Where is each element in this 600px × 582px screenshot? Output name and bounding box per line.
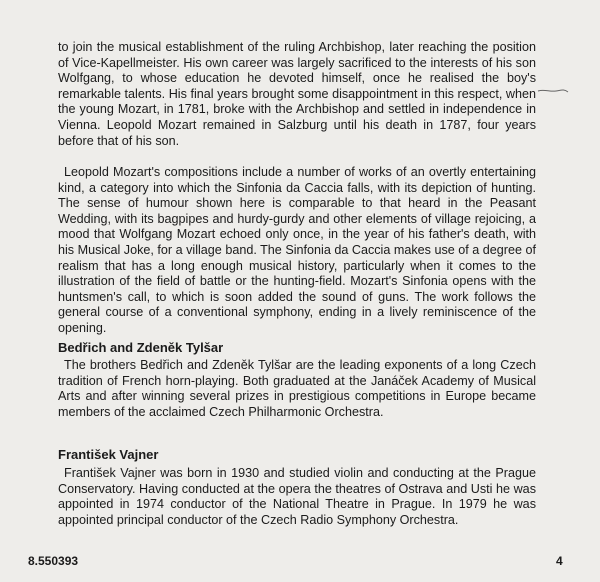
paragraph-text: The brothers Bedřich and Zdeněk Tylšar are the leading exponents of a long Czech tradition of French horn-playing. Both graduated at the Janáček Academy of Musical Arts and after winning several prizes in prestigious competitions in Europe became members of the acclaimed Czech Philharmonic Orchestra. [58,358,536,419]
page-number: 4 [556,554,563,568]
paragraph-leopold-career [58,40,536,149]
heading-tylsar: Bedřich and Zdeněk Tylšar [58,340,224,355]
paragraph-compositions [58,165,536,337]
pen-mark-icon [536,82,570,98]
catalog-number: 8.550393 [28,554,79,568]
paragraph-tylsar [58,358,536,420]
paragraph-vajner [58,466,536,528]
paragraph-text: František Vajner was born in 1930 and studied violin and conducting at the Prague Conservatory. Having conducted at the opera the theatres of Ostrava and Usti he was appointed in 1974 conductor of the National Theatre in Prague. In 1979 he was appointed principal conductor of the Czech Radio Symphony Orchestra. [58,466,536,527]
heading-vajner: František Vajner [58,447,159,462]
paragraph-text: to join the musical establishment of the ruling Archbishop, later reaching the position of Vice-Kapellmeister. His own career was largely sacrificed to the interests of his son Wolfgang, to whose education he devoted himself, once he realised the boy's remarkable talents. His final years brought some disappointment in this respect, when the young Mozart, in 1781, broke with the Archbishop and settled in independence in Vienna. Leopold Mozart remained in Salzburg until his death in 1787, four years before that of his son. [58,40,536,148]
paragraph-text: Leopold Mozart's compositions include a number of works of an overtly entertaining kind, a category into which the Sinfonia da Caccia falls, with its depiction of hunting. The sense of humour shown here is comparable to that heard in the Peasant Wedding, with its bagpipes and hurdy-gurdy and other elements of village rejoicing, a mood that Wolfgang Mozart echoed only once, in the year of his father's death, with his Musical Joke, for a village band. The Sinfonia da Caccia makes use of a degree of realism that has a long enough musical history, particularly when it comes to the illustration of the field of battle or the hunting-field. Mozart's Sinfonia opens with the huntsmen's call, to which is soon added the sound of guns. The work follows the general course of a conventional symphony, ending in a lively reminiscence of the opening. [58,165,536,335]
